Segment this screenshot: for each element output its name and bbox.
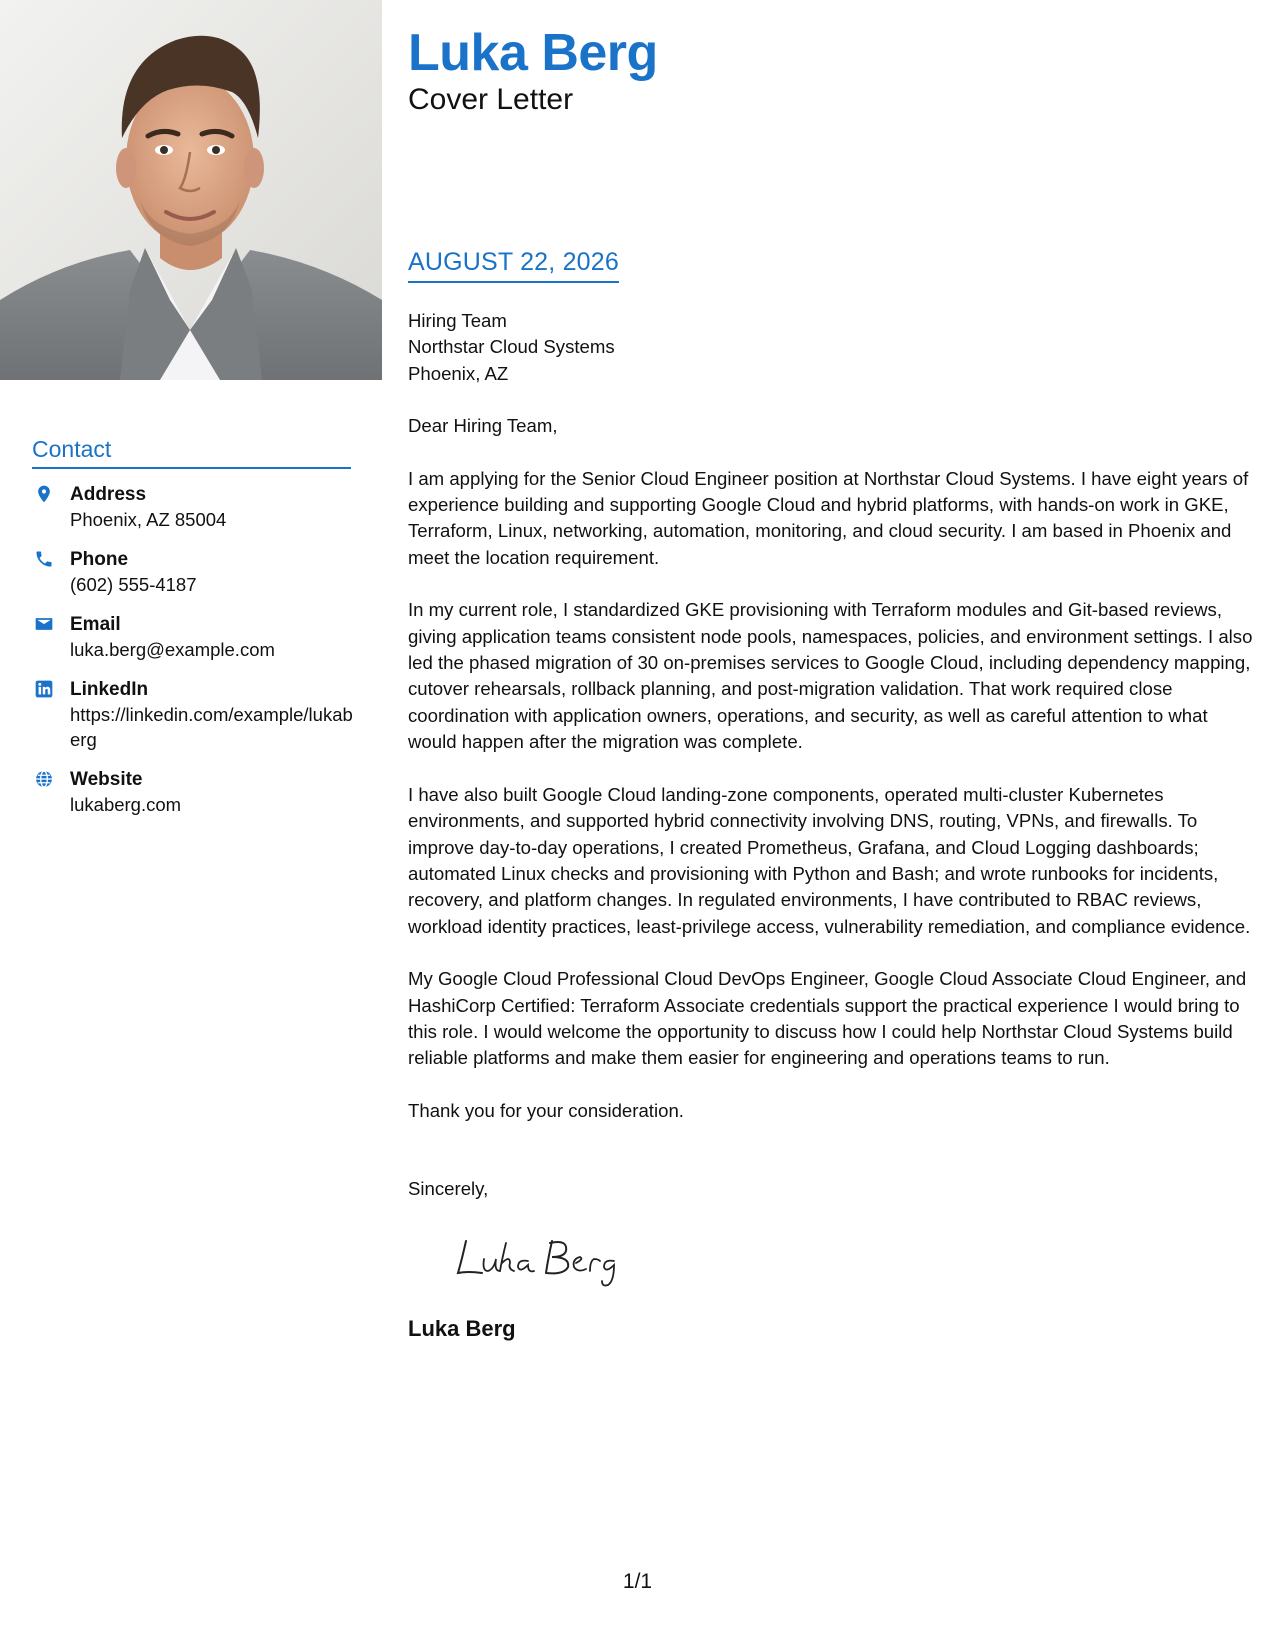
paragraph: My Google Cloud Professional Cloud DevOps Engineer, Google Cloud Associate Cloud Engineer, and HashiCorp Certified: Terraform Associate credentials support the practical experience I would bring to this role. I would welcome the opportunity to discuss how I could help Northstar Cloud Systems build reliable platforms and make them easier for engineering and operations teams to run. xyxy=(408,968,1247,1069)
signer-name: Luka Berg xyxy=(408,1315,516,1341)
location-pin-icon xyxy=(34,484,54,504)
globe-icon xyxy=(34,769,54,789)
letter-main xyxy=(408,22,1253,1341)
paragraph: I have also built Google Cloud landing-zone components, operated multi-cluster Kubernetes environments, and supported hybrid connectivity involving DNS, routing, VPNs, and firewalls. To improve day-to-day operations, I created Prometheus, Grafana, and Cloud Logging dashboards; automated Linux checks and provisioning with Python and Bash; and wrote runbooks for incidents, recovery, and platform changes. In regulated environments, I have contributed to RBAC reviews, workload identity practices, least-privilege access, vulnerability remediation, and compliance evidence. xyxy=(408,783,1251,937)
phone-icon xyxy=(34,549,54,569)
salutation: Dear Hiring Team, xyxy=(408,415,558,437)
recipient-line: Phoenix, AZ xyxy=(408,362,509,384)
recipient-block xyxy=(408,308,1253,387)
closing: Sincerely, xyxy=(408,1178,489,1200)
website-link[interactable]: lukaberg.com xyxy=(70,794,182,815)
document-subtitle: Cover Letter xyxy=(408,83,574,116)
letter-date: AUGUST 22, 2026 xyxy=(408,248,619,283)
contact-email xyxy=(32,612,362,662)
recipient-line: Hiring Team xyxy=(408,310,507,331)
date-block xyxy=(408,248,619,283)
contact-list xyxy=(32,482,362,832)
letter-body xyxy=(408,308,1253,1342)
contact-linkedin xyxy=(32,677,362,752)
profile-photo xyxy=(0,0,382,380)
contact-address xyxy=(32,482,362,532)
recipient-line: Northstar Cloud Systems xyxy=(408,336,615,358)
applicant-name: Luka Berg xyxy=(408,24,658,82)
contact-value: luka.berg@example.com xyxy=(70,639,275,660)
linkedin-icon xyxy=(34,679,54,699)
sidebar xyxy=(0,0,382,1650)
contact-label: LinkedIn xyxy=(70,679,149,700)
signature-image xyxy=(452,1229,632,1289)
contact-label: Address xyxy=(70,484,147,505)
email-icon xyxy=(34,614,54,634)
portrait-illustration xyxy=(0,0,382,380)
contact-value: (602) 555-4187 xyxy=(70,574,197,595)
contact-phone xyxy=(32,547,362,597)
linkedin-link[interactable]: https://linkedin.com/example/lukaberg xyxy=(70,704,353,750)
contact-website xyxy=(32,767,362,817)
contact-label: Website xyxy=(70,769,143,790)
contact-value: Phoenix, AZ 85004 xyxy=(70,509,227,530)
contact-heading: Contact xyxy=(32,436,351,469)
paragraph: In my current role, I standardized GKE provisioning with Terraform modules and Git-based reviews, giving application teams consistent node pools, namespaces, policies, and environment settings. I also led the phased migration of 30 on-premises services to Google Cloud, including dependency mapping, cutover rehearsals, rollback planning, and post-migration validation. That work required close coordination with application owners, operations, and security, as well as careful attention to what would happen after the migration was complete. xyxy=(408,599,1253,753)
contact-label: Phone xyxy=(70,549,129,570)
contact-label: Email xyxy=(70,614,121,635)
paragraph: I am applying for the Senior Cloud Engineer position at Northstar Cloud Systems. I have eight years of experience building and supporting Google Cloud and hybrid platforms, with hands-on work in GKE, Terraform, Linux, networking, automation, monitoring, and cloud security. I am based in Phoenix and meet the location requirement. xyxy=(408,467,1249,568)
page-number: 1/1 xyxy=(622,1570,653,1593)
paragraph: Thank you for your consideration. xyxy=(408,1099,684,1121)
